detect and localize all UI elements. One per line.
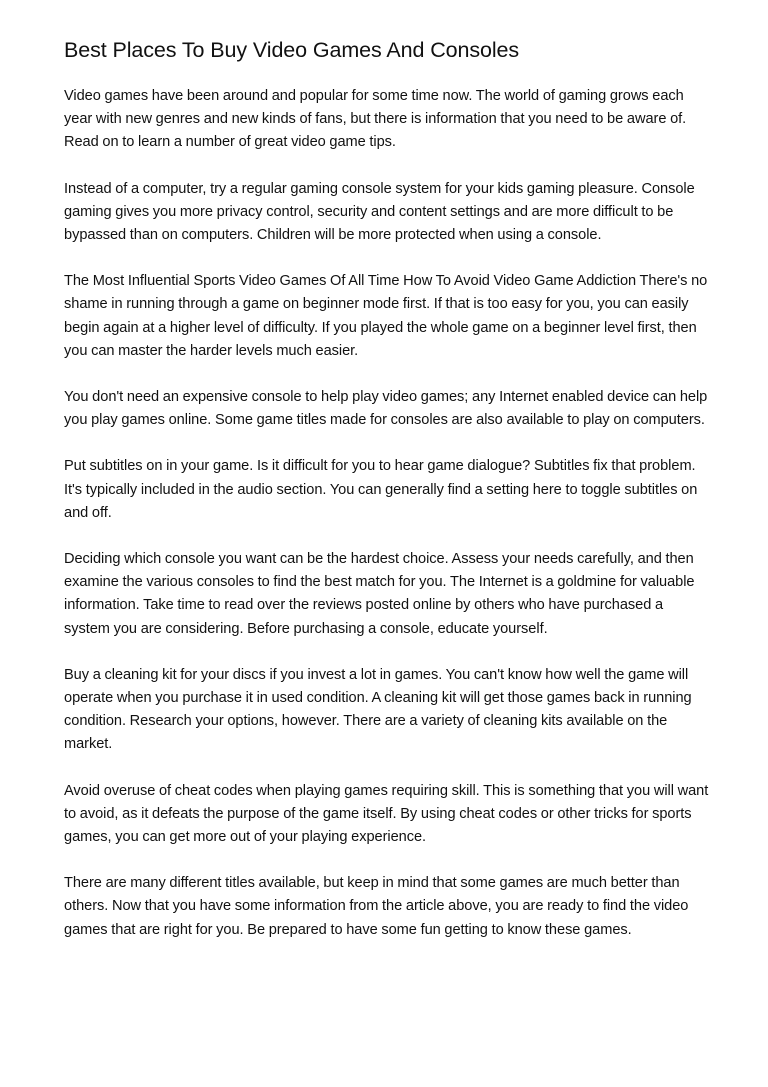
paragraph-2: Instead of a computer, try a regular gaming console system for your kids gaming pleasure. Console gaming gives you more privacy control, security and content settings and are more difficult to be bypassed than on computers. Children will be more protected when using a console.: [64, 180, 695, 244]
document-page: [64, 36, 712, 965]
paragraph-5: Put subtitles on in your game. Is it difficult for you to hear game dialogue? Subtitles fix that problem. It's typically included in the audio section. You can generally find a setting here to toggle subtitles on and off.: [64, 458, 698, 521]
paragraph-1: Video games have been around and popular for some time now. The world of gaming grows each year with new genres and new kinds of fans, but there is information that you need to be aware of. Read on to learn a number of great video game tips.: [64, 88, 687, 151]
paragraph-3: The Most Influential Sports Video Games Of All Time How To Avoid Video Game Addiction There's no shame in running through a game on beginner mode first. If that is too easy for you, you can easily begin again at a higher level of difficulty. If you played the whole game on a beginner level first, then you can master the harder levels much easier.: [64, 273, 708, 359]
paragraph-9: There are many different titles available, but keep in mind that some games are much better than others. Now that you have some information from the article above, you are ready to find the video games that are right for you. Be prepared to have some fun getting to know these games.: [64, 875, 689, 938]
paragraph-6: Deciding which console you want can be the hardest choice. Assess your needs carefully, and then examine the various consoles to find the best match for you. The Internet is a goldmine for valuable information. Take time to read over the reviews posted online by others who have purchased a system you are considering. Before purchasing a console, educate yourself.: [64, 551, 695, 637]
paragraph-8: Avoid overuse of cheat codes when playing games requiring skill. This is something that you will want to avoid, as it defeats the purpose of the game itself. By using cheat codes or other tricks for sports games, you can get more out of your playing experience.: [64, 782, 709, 846]
paragraph-7: Buy a cleaning kit for your discs if you invest a lot in games. You can't know how well the game will operate when you purchase it in used condition. A cleaning kit will get those games back in running condition. Research your options, however. There are a variety of cleaning kits available on the market.: [64, 666, 692, 753]
document-title: Best Places To Buy Video Games And Consoles: [64, 38, 520, 62]
paragraph-4: You don't need an expensive console to help play video games; any Internet enabled device can help you play games online. Some game titles made for consoles are also available to play on computers.: [64, 389, 708, 429]
